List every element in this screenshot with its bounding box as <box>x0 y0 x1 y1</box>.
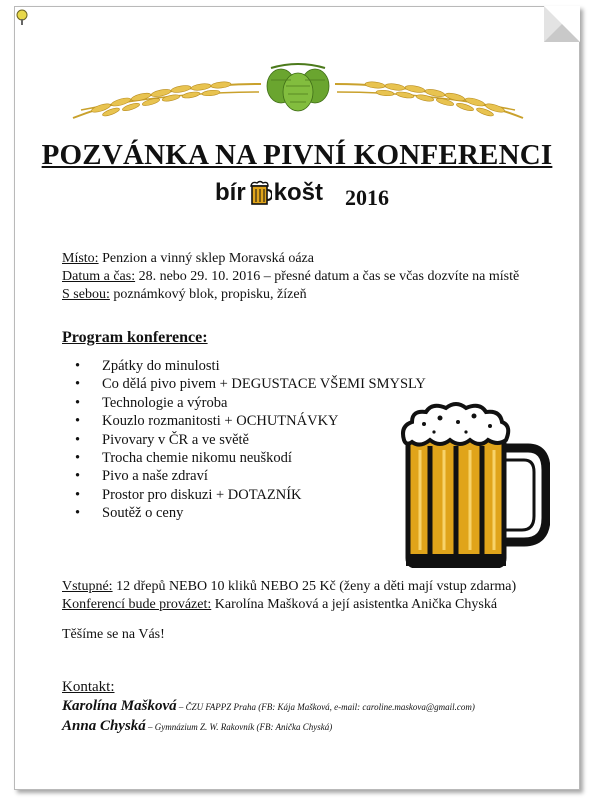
program-list <box>75 357 426 523</box>
program-item: • Kouzlo rozmanitosti + OCHUTNÁVKY <box>75 413 339 430</box>
logo-text-left: bír <box>215 179 246 206</box>
date-label: Datum a čas: <box>62 269 136 284</box>
guide-value: Karolína Mašková a její asistentka Anička Chyská <box>211 597 498 612</box>
date-line <box>62 269 519 285</box>
place-label: Místo: <box>62 251 99 266</box>
program-item: • Soutěž o ceny <box>75 505 184 522</box>
guide-label: Konferencí bude provázet: <box>62 597 212 612</box>
contact-person-2 <box>62 717 332 735</box>
year-label: 2016 <box>345 185 389 210</box>
program-title: Program konference: <box>62 329 208 346</box>
program-item: • Trocha chemie nikomu neuškodí <box>75 449 292 466</box>
bring-value: poznámkový blok, propisku, žízeň <box>109 287 307 302</box>
program-item: • Prostor pro diskuzi + DOTAZNÍK <box>75 486 302 503</box>
logo-text-right: košt <box>273 179 324 206</box>
entry-value: 12 dřepů NEBO 10 kliků NEBO 25 Kč (ženy a děti mají vstup zdarma) <box>112 579 517 594</box>
entry-label: Vstupné: <box>62 579 113 594</box>
guide-line <box>62 597 497 613</box>
beer-mug-logo-icon <box>248 180 272 206</box>
bring-label: S sebou: <box>62 287 110 302</box>
invitation-page <box>14 6 580 790</box>
contact-title: Kontakt: <box>62 679 115 695</box>
beer-mug-icon <box>400 400 550 568</box>
program-item: • Pivo a naše zdraví <box>75 468 208 485</box>
wheat-hops-icon <box>71 62 525 124</box>
thumbtack-icon <box>15 9 29 27</box>
program-item: • Technologie a výroba <box>75 394 228 411</box>
entry-line <box>62 579 516 595</box>
contact-person-1 <box>62 697 475 715</box>
contact-name: Karolína Mašková <box>62 698 177 714</box>
contact-name: Anna Chyská <box>62 718 146 734</box>
date-value: 28. nebo 29. 10. 2016 – přesné datum a čas se včas dozvíte na místě <box>135 269 520 284</box>
birkost-logo <box>215 179 323 207</box>
program-item: • Co dělá pivo pivem + DEGUSTACE VŠEMI SMYSLY <box>75 376 426 393</box>
invitation-title: POZVÁNKA NA PIVNÍ KONFERENCI <box>41 139 553 171</box>
program-item: • Zpátky do minulosti <box>75 358 220 374</box>
place-line <box>62 251 314 267</box>
contact-info: – ČZU FAPPZ Praha (FB: Kája Mašková, e-mail: caroline.maskova@gmail.com) <box>176 702 475 712</box>
place-value: Penzion a vinný sklep Moravská oáza <box>98 251 314 266</box>
closing-line: Těšíme se na Vás! <box>62 627 165 642</box>
page-curl <box>544 6 580 42</box>
program-item: • Pivovary v ČR a ve světě <box>75 431 249 448</box>
contact-info: – Gymnázium Z. W. Rakovník (FB: Anička Chyská) <box>145 722 333 732</box>
bring-line <box>62 287 307 303</box>
